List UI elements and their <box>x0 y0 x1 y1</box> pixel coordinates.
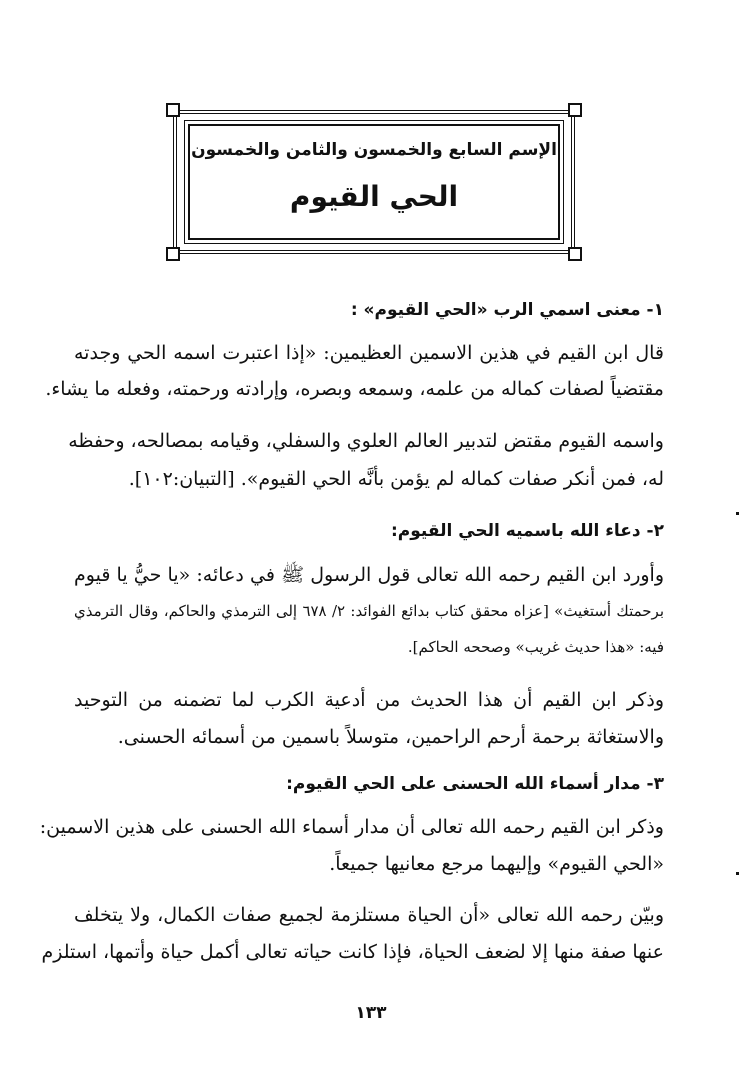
text-line: وذكر ابن القيم أن هذا الحديث من أدعية الكرب لما تضمنه من التوحيد <box>74 689 664 711</box>
frame-corner-ornament <box>568 247 582 261</box>
text-line: وبيّن رحمه الله تعالى «أن الحياة مستلزمة لجميع صفات الكمال، ولا يتخلف <box>74 904 665 926</box>
text-line: «الحي القيوم» وإليهما مرجع معانيها جميعاً. <box>329 853 664 875</box>
text-line: والاستغاثة برحمة أرحم الراحمين، متوسلاً باسمين من أسمائه الحسنى. <box>117 726 664 748</box>
scan-speck <box>736 512 739 515</box>
footnote-line: برحمتك أستغيث» [عزاه محقق كتاب بدائع الفوائد: ٢/ ٦٧٨ إلى الترمذي والحاكم، وقال الترمذي <box>74 602 664 620</box>
text-line: عنها صفة منها إلا لضعف الحياة، فإذا كانت حياته تعالى أكمل حياة وأتمها، استلزم <box>41 941 664 963</box>
frame-corner-ornament <box>568 103 582 117</box>
chapter-subtitle: الإسم السابع والخمسون والثامن والخمسون <box>191 140 557 160</box>
page-number: ١٣٣ <box>355 1003 387 1023</box>
text-line: واسمه القيوم مقتض لتدبير العالم العلوي والسفلي، وقيامه بمصالحه، وحفظه <box>68 430 664 452</box>
section-heading: ٣- مدار أسماء الله الحسنى على الحي القيوم: <box>286 774 664 794</box>
text-line: قال ابن القيم في هذين الاسمين العظيمين: «إذا اعتبرت اسمه الحي وجدته <box>74 342 664 364</box>
text-line: مقتضياً لصفات كماله من علمه، وسمعه وبصره، وإرادته ورحمته، وفعله ما يشاء. <box>45 378 664 400</box>
text-line: وأورد ابن القيم رحمه الله تعالى قول الرسول ﷺ في دعائه: «يا حيُّ يا قيوم <box>74 564 664 586</box>
text-line: وذكر ابن القيم رحمه الله تعالى أن مدار أسماء الله الحسنى على هذين الاسمين: <box>39 816 664 838</box>
footnote-line: فيه: «هذا حديث غريب» وصححه الحاكم]. <box>407 638 664 656</box>
frame-corner-ornament <box>166 103 180 117</box>
text-line: له، فمن أنكر صفات كماله لم يؤمن بأنَّه الحي القيوم». [التبيان:١٠٢]. <box>128 468 664 490</box>
section-heading: ١- معنى اسمي الرب «الحي القيوم» : <box>350 300 664 320</box>
chapter-title: الحي القيوم <box>289 180 459 213</box>
scan-speck <box>736 872 739 875</box>
section-heading: ٢- دعاء الله باسميه الحي القيوم: <box>390 521 664 541</box>
frame-corner-ornament <box>166 247 180 261</box>
